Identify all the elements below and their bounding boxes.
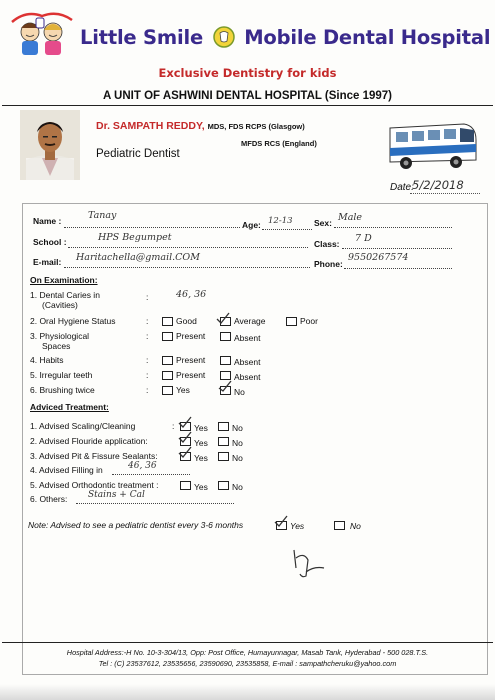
- teeth-present-checkbox[interactable]: [162, 371, 173, 380]
- advice-note: [28, 520, 243, 530]
- sealant-no-checkbox[interactable]: [218, 452, 229, 461]
- date-value: 5/2/2018: [412, 178, 464, 192]
- scaling-no-checkbox[interactable]: [218, 422, 229, 431]
- ortho-no-checkbox[interactable]: [218, 481, 229, 490]
- brushing-label: 6. Brushing twice: [30, 385, 95, 395]
- brushing-colon: :: [146, 385, 149, 395]
- fluoride-no-checkbox[interactable]: [218, 437, 229, 446]
- phone-label: Phone:: [314, 259, 343, 269]
- note-no-checkbox[interactable]: [334, 521, 345, 530]
- fluoride-yes-label: Yes: [194, 438, 208, 448]
- clinic-title: [80, 26, 490, 49]
- treatment-heading: Adviced Treatment:: [30, 402, 109, 412]
- name-value: Tanay: [88, 210, 117, 221]
- clinic-subtitle: Exclusive Dentistry for kids: [158, 66, 337, 80]
- oral-average-check-icon: [216, 312, 230, 324]
- phone-value: 9550267574: [348, 252, 409, 263]
- brushing-yes-checkbox[interactable]: [162, 386, 173, 395]
- physiological-label: 3. Physiological: [30, 331, 90, 341]
- kids-logo: [6, 8, 78, 60]
- doctor-quals-line2: MFDS RCS (England): [241, 139, 317, 148]
- age-value: 12-13: [268, 216, 293, 226]
- phone-dots: [344, 268, 452, 269]
- fluoride-label: 2. Advised Flouride application:: [30, 436, 148, 446]
- note-yes-label: Yes: [290, 521, 305, 531]
- others-value: Stains + Cal: [88, 490, 145, 500]
- habits-present-label: Present: [176, 355, 206, 365]
- doctor-signature: [288, 546, 328, 580]
- sex-value: Male: [338, 212, 363, 223]
- class-dots: [342, 248, 452, 249]
- oral-good-label: Good: [176, 316, 197, 326]
- scaling-colon: :: [172, 421, 175, 431]
- habits-present-checkbox[interactable]: [162, 356, 173, 365]
- teeth-present-label: Present: [176, 370, 206, 380]
- date-label: Date:: [390, 182, 414, 193]
- age-label: Age:: [242, 220, 261, 230]
- irregular-teeth-label: 5. Irregular teeth: [30, 370, 93, 380]
- habits-absent-label: Absent: [234, 357, 261, 367]
- caries-label: 1. Dental Caries in: [30, 290, 100, 300]
- habits-absent-checkbox[interactable]: [220, 356, 231, 365]
- sex-dots: [334, 227, 452, 228]
- email-dots: [64, 267, 310, 268]
- ortho-yes-label: Yes: [194, 482, 208, 492]
- habits-label: 4. Habits: [30, 355, 64, 365]
- doctor-photo: [20, 110, 80, 180]
- examination-heading: On Examination:: [30, 275, 98, 285]
- physiological-present-label: Present: [176, 331, 206, 341]
- brushing-yes-label: Yes: [176, 385, 190, 395]
- clinic-title-part2: Mobile Dental Hospital: [244, 26, 491, 49]
- ortho-label: 5. Advised Orthodontic treatment :: [30, 480, 159, 490]
- school-label: School :: [33, 237, 67, 247]
- brushing-no-label: No: [234, 387, 245, 397]
- clinic-title-part1: Little Smile: [80, 26, 204, 49]
- name-dots: [64, 227, 240, 228]
- doctor-name: Dr. SAMPATH REDDY, MDS, FDS RCPS (Glasgow): [96, 120, 305, 132]
- age-dots: [262, 229, 312, 230]
- unit-line: A UNIT OF ASHWINI DENTAL HOSPITAL (Since 1997): [102, 90, 393, 102]
- caries-colon: :: [146, 292, 149, 302]
- fluoride-yes-check-icon: [178, 431, 192, 443]
- name-label: Name :: [33, 216, 62, 226]
- oral-good-checkbox[interactable]: [162, 317, 173, 326]
- doctor-quals-line1: MDS, FDS RCPS (Glasgow): [207, 122, 305, 131]
- brushing-no-check-icon: [218, 380, 232, 392]
- email-label: E-mail:: [33, 257, 62, 267]
- oral-poor-label: Poor: [300, 316, 318, 326]
- ortho-no-label: No: [232, 482, 243, 492]
- mobile-bus-image: [384, 118, 480, 172]
- teeth-absent-label: Absent: [234, 372, 261, 382]
- teeth-absent-checkbox[interactable]: [220, 371, 231, 380]
- advice-note-text: Note: Advised to see a pediatric dentist every 3-6 months: [28, 520, 244, 530]
- school-value: HPS Begumpet: [98, 232, 172, 243]
- school-dots: [68, 247, 308, 248]
- physiological-absent-checkbox[interactable]: [220, 332, 231, 341]
- class-value: 7 D: [355, 233, 372, 244]
- physiological-absent-label: Absent: [234, 333, 261, 343]
- footer-contact: Tel : (C) 23537612, 23535656, 23590690, 23535858, E-mail : sampathcheruku@yahoo.com: [98, 659, 397, 668]
- filling-label: 4. Advised Filling in: [30, 465, 103, 475]
- filling-value: 46, 36: [128, 461, 157, 471]
- note-no-label: No: [350, 521, 361, 531]
- oral-poor-checkbox[interactable]: [286, 317, 297, 326]
- others-label: 6. Others:: [30, 494, 68, 504]
- footer-address: Hospital Address:-H No. 10-3-304/13, Opp: Post Office, Humayunnagar, Masab Tank, Hyderabad - 500 028.T.S.: [66, 648, 429, 657]
- physiological-label-line2: Spaces: [42, 341, 71, 351]
- scaling-no-label: No: [232, 423, 243, 433]
- note-yes-check-icon: [274, 515, 288, 527]
- scan-edge-shadow: [0, 684, 495, 700]
- sex-label: Sex:: [314, 218, 332, 228]
- fluoride-no-label: No: [232, 438, 243, 448]
- caries-value: 46, 36: [176, 289, 207, 300]
- ortho-yes-checkbox[interactable]: [180, 481, 191, 490]
- filling-dots: [112, 474, 190, 475]
- scaling-yes-check-icon: [178, 416, 192, 428]
- oral-hygiene-label: 2. Oral Hygiene Status: [30, 316, 116, 326]
- sealant-label: 3. Advised Pit & Fissure Sealants:: [30, 451, 158, 461]
- email-value: Haritachella@gmail.COM: [76, 252, 200, 263]
- oral-average-label: Average: [234, 316, 266, 326]
- sealant-yes-check-icon: [178, 446, 192, 458]
- sealant-yes-label: Yes: [194, 453, 208, 463]
- oral-hygiene-colon: :: [146, 316, 149, 326]
- header-divider: [2, 105, 493, 106]
- physiological-colon: :: [146, 331, 149, 341]
- others-dots: [76, 503, 234, 504]
- physiological-present-checkbox[interactable]: [162, 332, 173, 341]
- irregular-teeth-colon: :: [146, 370, 149, 380]
- date-underline: [410, 193, 480, 194]
- sealant-no-label: No: [232, 453, 243, 463]
- caries-label-line2: (Cavities): [42, 300, 78, 310]
- class-label: Class:: [314, 239, 340, 249]
- doctor-specialty: Pediatric Dentist: [96, 148, 180, 160]
- scaling-label: 1. Advised Scaling/Cleaning: [30, 421, 136, 431]
- smile-logo-icon: [213, 26, 235, 48]
- scaling-yes-label: Yes: [194, 423, 208, 433]
- footer-divider: [2, 642, 493, 643]
- habits-colon: :: [146, 355, 149, 365]
